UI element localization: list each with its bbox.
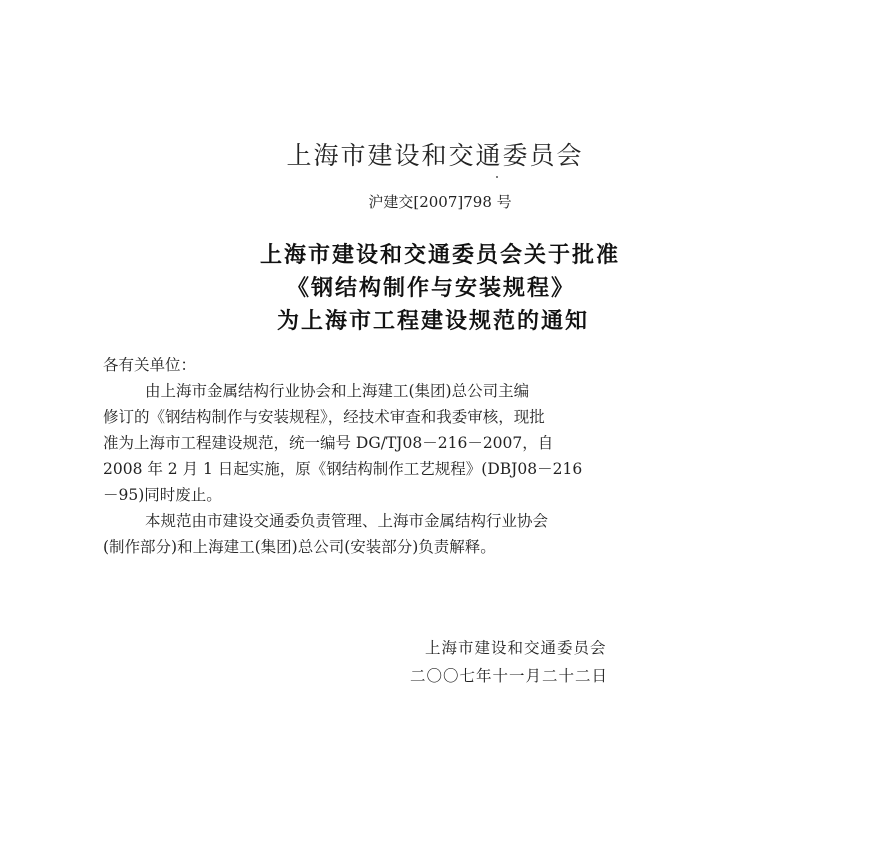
signature-date: 二〇〇七年十一月二十二日 [410,667,609,685]
paragraph1-line: 由上海市金属结构行业协会和上海建工(集团)总公司主编 [145,382,530,400]
paragraph1-line: 修订的《钢结构制作与安装规程》，经技术审查和我委审核，现批 [103,408,545,426]
document-number: 沪建交[2007]798 号 [368,193,512,211]
paragraph1-line: 准为上海市工程建设规范，统一编号 DG/TJ08－216－2007，自 [103,434,554,452]
decorative-dot [496,176,498,178]
issuer-heading: 上海市建设和交通委员会 [286,141,584,170]
title-line-3: 为上海市工程建设规范的通知 [276,309,589,334]
salutation: 各有关单位： [103,356,197,374]
title-line-2: 《钢结构制作与安装规程》 [286,276,575,301]
paragraph1-line: 2008 年 2 月 1 日起实施，原《钢结构制作工艺规程》(DBJ08－216 [103,460,583,478]
paragraph2-line: 本规范由市建设交通委负责管理、上海市金属结构行业协会 [145,512,549,530]
paragraph2-line: (制作部分)和上海建工(集团)总公司(安装部分)负责解释。 [103,538,496,556]
paragraph1-line: －95)同时废止。 [103,486,222,504]
title-line-1: 上海市建设和交通委员会关于批准 [259,243,620,268]
signature-organization: 上海市建设和交通委员会 [425,639,607,657]
